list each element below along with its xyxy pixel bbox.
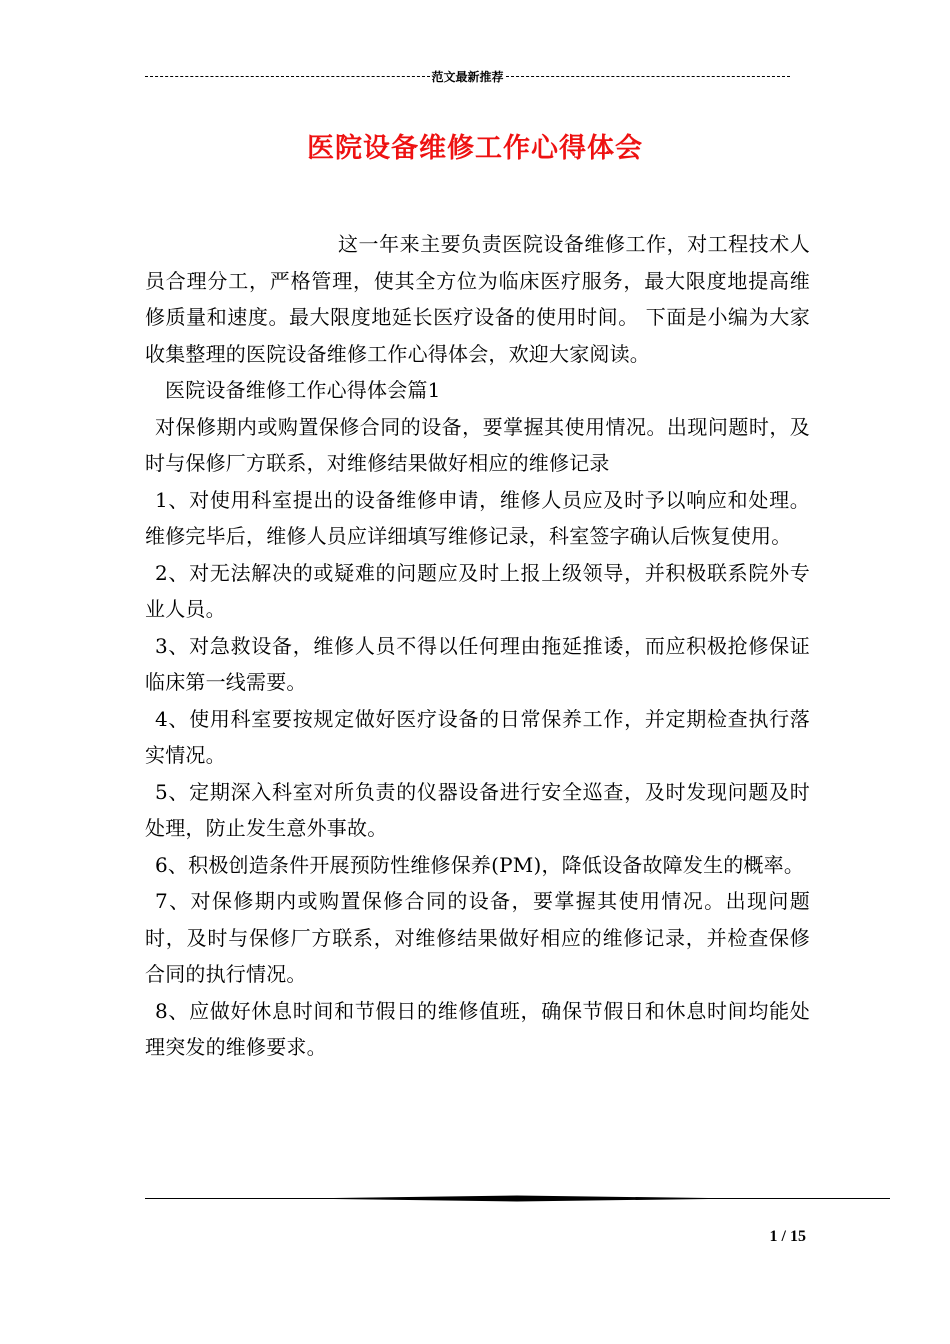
list-item: 6、积极创造条件开展预防性维修保养(PM)，降低设备故障发生的概率。 <box>155 852 805 877</box>
list-item: 4、使用科室要按规定做好医疗设备的日常保养工作，并定期检查执行落实情况。 <box>145 706 810 767</box>
lead-paragraph: 对保修期内或购置保修合同的设备，要掌握其使用情况。出现问题时，及时与保修厂方联系，对维修结果做好相应的维修记录 <box>145 414 810 475</box>
list-item: 7、对保修期内或购置保修合同的设备，要掌握其使用情况。出现问题时，及时与保修厂方联系，对维修结果做好相应的维修记录，并检查保修合同的执行情况。 <box>145 889 810 986</box>
header-dash-right <box>506 76 791 77</box>
list-item: 3、对急救设备，维修人员不得以任何理由拖延推诿，而应积极抢修保证临床第一线需要。 <box>145 633 810 694</box>
section-heading: 医院设备维修工作心得体会篇1 <box>165 378 441 402</box>
intro-paragraph: 这一年来主要负责医院设备维修工作，对工程技术人员合理分工，严格管理，使其全方位为临床医疗服务，最大限度地提高维修质量和速度。最大限度地延长医疗设备的使用时间。 下面是小编为大家收集整理的医院设备维修工作心得体会，欢迎大家阅读。 <box>145 232 810 366</box>
header-label: 范文最新推荐 <box>431 69 504 84</box>
list-item: 8、应做好休息时间和节假日的维修值班，确保节假日和休息时间均能处理突发的维修要求。 <box>145 998 810 1059</box>
header-dash-left <box>145 76 430 77</box>
document-title: 医院设备维修工作心得体会 <box>307 133 643 164</box>
list-item: 5、定期深入科室对所负责的仪器设备进行安全巡查，及时发现问题及时处理，防止发生意外事故。 <box>145 779 810 840</box>
list-item: 2、对无法解决的或疑难的问题应及时上报上级领导，并积极联系院外专业人员。 <box>145 560 810 621</box>
list-item: 1、对使用科室提出的设备维修申请，维修人员应及时予以响应和处理。维修完毕后，维修人员应详细填写维修记录，科室签字确认后恢复使用。 <box>145 487 810 548</box>
page-number: 1 / 15 <box>769 1228 806 1245</box>
page-header <box>145 66 790 86</box>
footer-rule <box>145 1195 890 1202</box>
document-body <box>145 226 810 1066</box>
